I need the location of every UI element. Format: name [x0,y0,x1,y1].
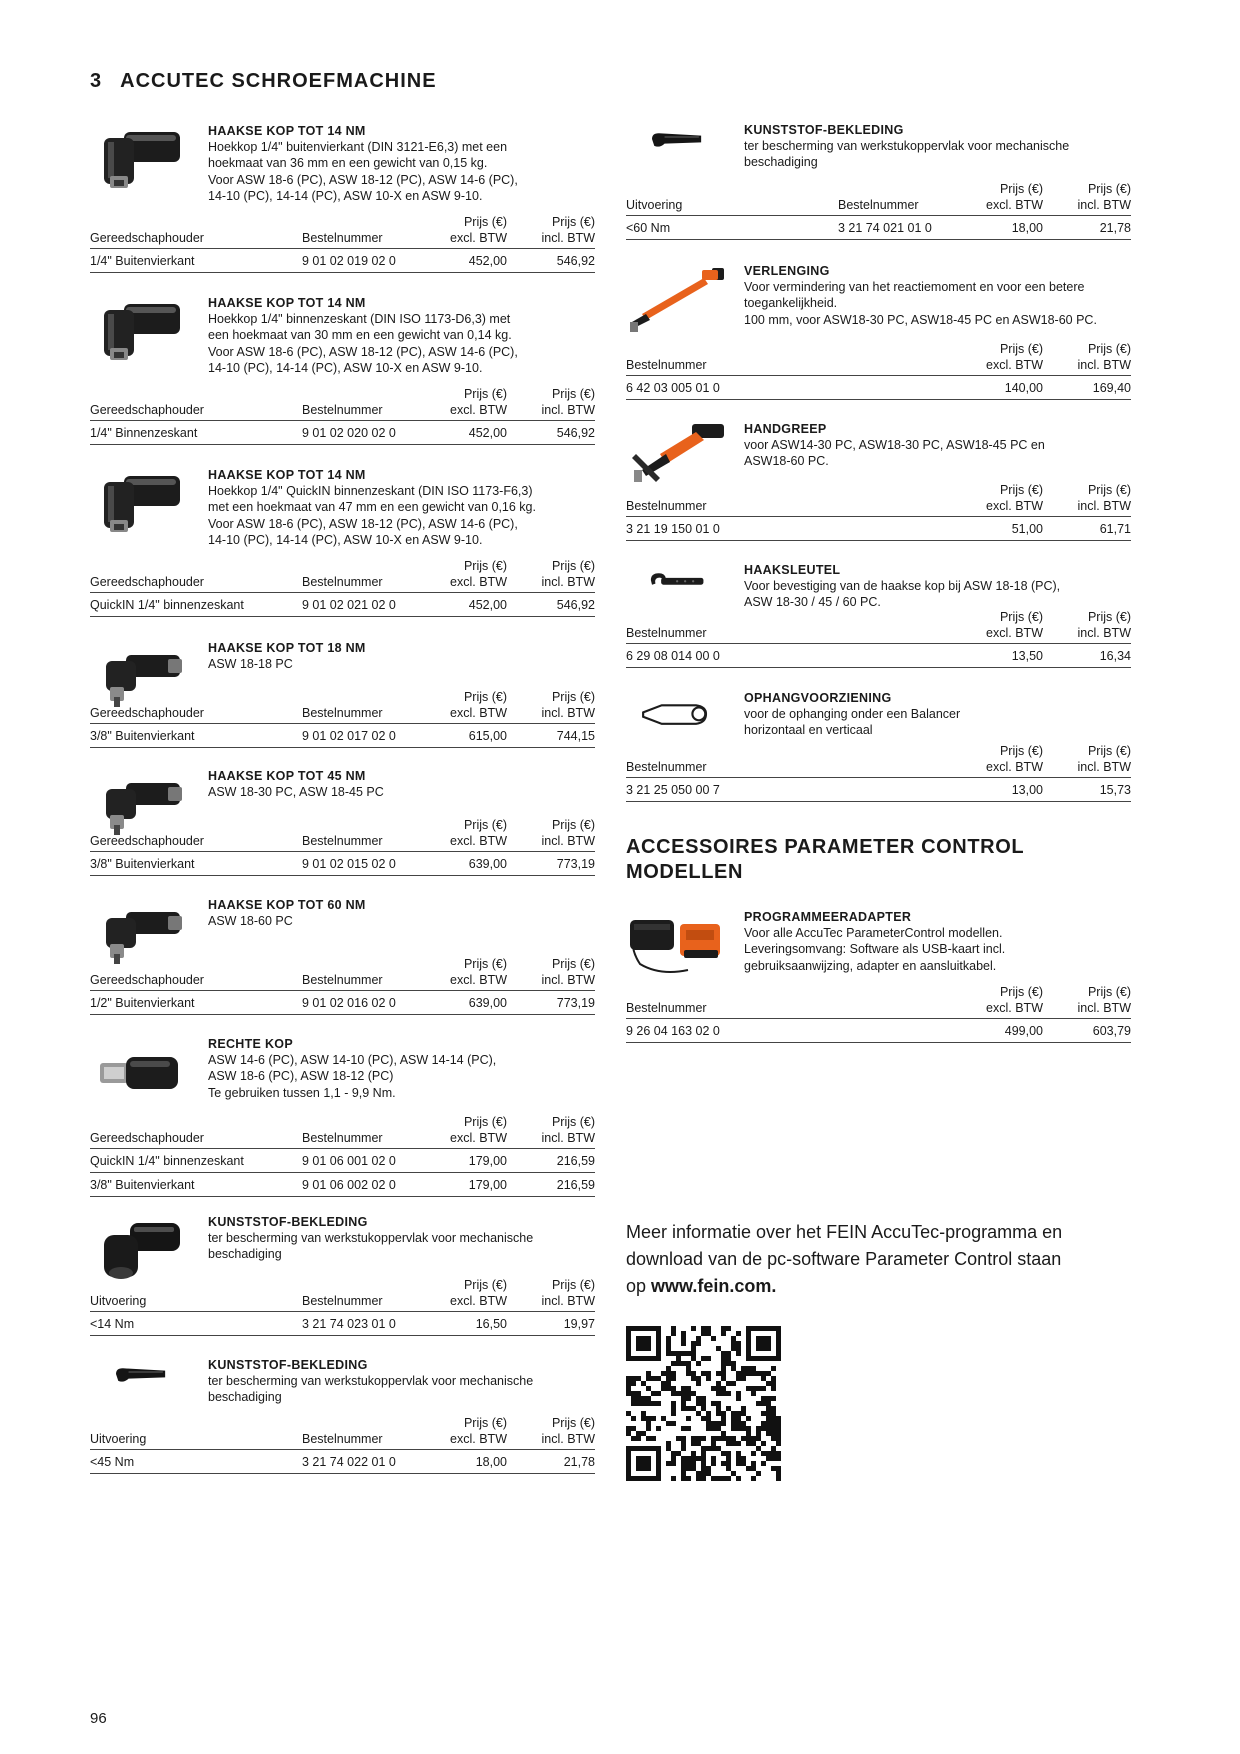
table-row: 9 26 04 163 02 0 499,00 603,79 [626,1019,1131,1043]
straight-head-icon [90,1037,190,1107]
product-title: HAAKSE KOP TOT 14 NM [208,296,366,310]
product-description: ter bescherming van werkstukoppervlak voor mechanische beschadiging [208,1374,534,1405]
table-row: 3 21 25 050 00 7 13,00 15,73 [626,778,1131,802]
product-description: Hoekkop 1/4" binnenzeskant (DIN ISO 1173-D6,3) met een hoekmaat van 30 mm en een gewicht van 0,14 kg. Voor ASW 18-6 (PC), ASW 18-12 (PC), ASW 14-6 (PC), 14-10 (PC), 14-14 (PC), ASW 10-X en ASW 9-10. [208,312,518,375]
product-description: ter bescherming van werkstukoppervlak voor mechanische beschadiging [744,139,1070,170]
product-description: Hoekkop 1/4" buitenvierkant (DIN 3121-E6,3) met een hoekmaat van 36 mm en een gewicht van 0,15 kg. Voor ASW 18-6 (PC), ASW 18-12 (PC), ASW 14-6 (PC), 14-10 (PC), 14-14 (PC), ASW 10-X en ASW 9-10. [208,140,518,203]
product-title: HAAKSE KOP TOT 14 NM [208,468,366,482]
product-title: VERLENGING [744,264,830,278]
product-description: ASW 18-18 PC [208,657,293,671]
price-table: Bestelnummer Prijs (€) excl. BTW Prijs (€) incl. BTW 9 26 04 163 02 0 499,00 603,79 [626,984,1131,1043]
angle-head-icon [90,296,190,366]
price-table: Uitvoering Bestelnummer Prijs (€) excl. BTW Prijs (€) incl. BTW <45 Nm 3 21 74 022 01 0 18,00 21,78 [90,1415,595,1474]
product-description: Hoekkop 1/4" QuickIN binnenzeskant (DIN ISO 1173-F6,3) met een hoekmaat van 47 mm en een gewicht van 0,16 kg. Voor ASW 18-6 (PC), ASW 18-12 (PC), ASW 14-6 (PC), 14-10 (PC), 14-14 (PC), ASW 10-X en ASW 9-10. [208,484,536,547]
product-description: voor ASW14-30 PC, ASW18-30 PC, ASW18-45 PC en ASW18-60 PC. [744,438,1045,469]
programming-adapter-icon [626,910,726,980]
plastic-cover-icon [90,1358,190,1398]
price-table: Gereedschaphouder Bestelnummer Prijs (€) excl. BTW Prijs (€) incl. BTW 1/2" Buitenvierkant 9 01 02 016 02 0 639,00 773,19 [90,956,595,1015]
product-title: PROGRAMMEERADAPTER [744,910,912,924]
table-row: 6 42 03 005 01 0 140,00 169,40 [626,376,1131,400]
table-row: 3/8" Buitenvierkant 9 01 02 017 02 0 615,00 744,15 [90,724,595,748]
plastic-cover-icon [90,1215,190,1285]
table-row: QuickIN 1/4" binnenzeskant 9 01 06 001 02 0 179,00 216,59 [90,1149,595,1173]
table-row: 1/4" Binnenzeskant 9 01 02 020 02 0 452,00 546,92 [90,421,595,445]
price-table: Bestelnummer Prijs (€) excl. BTW Prijs (€) incl. BTW 3 21 19 150 01 0 51,00 61,71 [626,482,1131,541]
info-text: Meer informatie over het FEIN AccuTec-programma en download van de pc-software Parameter Control staan op www.fein.com. [626,1222,1063,1296]
price-table: Gereedschaphouder Bestelnummer Prijs (€) excl. BTW Prijs (€) incl. BTW QuickIN 1/4" binnenzeskant 9 01 02 021 02 0 452,00 546,92 [90,558,595,617]
price-table: Gereedschaphouder Bestelnummer Prijs (€) excl. BTW Prijs (€) incl. BTW 1/4" Buitenvierkant 9 01 02 019 02 0 452,00 546,92 [90,214,595,273]
product-description: Voor alle AccuTec ParameterControl modellen. Leveringsomvang: Software als USB-kaart incl. gebruiksaanwijzing, adapter en aansluitkabel. [744,926,1006,973]
accessories-section-title: ACCESSOIRES PARAMETER CONTROL MODELLEN [626,836,1025,883]
price-table: Gereedschaphouder Bestelnummer Prijs (€) excl. BTW Prijs (€) incl. BTW QuickIN 1/4" binnenzeskant 9 01 06 001 02 0 179,00 216,59 3/8" Buitenvierkant 9 01 06 002 02 0 179,00 216,59 [90,1114,595,1197]
extension-icon [626,264,726,334]
suspension-icon [626,691,726,741]
angle-head-icon [90,124,190,194]
price-table: Bestelnummer Prijs (€) excl. BTW Prijs (€) incl. BTW 6 29 08 014 00 0 13,50 16,34 [626,609,1131,668]
angle-head-icon [90,468,190,538]
table-row: 1/4" Buitenvierkant 9 01 02 019 02 0 452,00 546,92 [90,249,595,273]
qr-code-icon[interactable] [626,1326,781,1481]
product-title: RECHTE KOP [208,1037,293,1051]
price-table: Bestelnummer Prijs (€) excl. BTW Prijs (€) incl. BTW 6 42 03 005 01 0 140,00 169,40 [626,341,1131,400]
product-title: OPHANGVOORZIENING [744,691,892,705]
page-number: 96 [90,1710,107,1727]
price-table: Bestelnummer Prijs (€) excl. BTW Prijs (€) incl. BTW 3 21 25 050 00 7 13,00 15,73 [626,743,1131,802]
table-row: 1/2" Buitenvierkant 9 01 02 016 02 0 639,00 773,19 [90,991,595,1015]
product-title: HAAKSLEUTEL [744,563,841,577]
section-title: ACCUTEC SCHROEFMACHINE [120,70,437,92]
product-title: HAAKSE KOP TOT 14 NM [208,124,366,138]
table-row: 3/8" Buitenvierkant 9 01 06 002 02 0 179,00 216,59 [90,1173,595,1197]
product-title: HAAKSE KOP TOT 45 NM [208,769,366,783]
product-description: voor de ophanging onder een Balancer horizontaal en verticaal [744,707,961,738]
product-title: HANDGREEP [744,422,827,436]
page-title [90,70,437,93]
product-title: HAAKSE KOP TOT 18 NM [208,641,366,655]
table-row: <60 Nm 3 21 74 021 01 0 18,00 21,78 [626,216,1131,240]
product-description: Voor vermindering van het reactiemoment en voor een betere toegankelijkheid. 100 mm, voor ASW18-30 PC, ASW18-45 PC en ASW18-60 PC. [744,280,1097,327]
price-table: Gereedschaphouder Bestelnummer Prijs (€) excl. BTW Prijs (€) incl. BTW 1/4" Binnenzeskant 9 01 02 020 02 0 452,00 546,92 [90,386,595,445]
product-description: ASW 18-30 PC, ASW 18-45 PC [208,785,384,799]
table-row: 6 29 08 014 00 0 13,50 16,34 [626,644,1131,668]
hook-wrench-icon [626,563,726,603]
section-number: 3 [90,70,103,92]
table-row: <14 Nm 3 21 74 023 01 0 16,50 19,97 [90,1312,595,1336]
price-table: Uitvoering Bestelnummer Prijs (€) excl. BTW Prijs (€) incl. BTW <60 Nm 3 21 74 021 01 0 18,00 21,78 [626,181,1131,240]
product-description: ter bescherming van werkstukoppervlak voor mechanische beschadiging [208,1231,534,1262]
product-title: KUNSTSTOF-BEKLEDING [744,123,904,137]
product-title: HAAKSE KOP TOT 60 NM [208,898,366,912]
website-link[interactable]: www.fein.com. [651,1276,777,1296]
product-description: Voor bevestiging van de haakse kop bij ASW 18-18 (PC), ASW 18-30 / 45 / 60 PC. [744,579,1061,610]
table-row: <45 Nm 3 21 74 022 01 0 18,00 21,78 [90,1450,595,1474]
table-row: 3 21 19 150 01 0 51,00 61,71 [626,517,1131,541]
table-row: QuickIN 1/4" binnenzeskant 9 01 02 021 02 0 452,00 546,92 [90,593,595,617]
product-title: KUNSTSTOF-BEKLEDING [208,1215,368,1229]
table-row: 3/8" Buitenvierkant 9 01 02 015 02 0 639,00 773,19 [90,852,595,876]
plastic-cover-icon [626,123,726,163]
price-table: Gereedschaphouder Bestelnummer Prijs (€) excl. BTW Prijs (€) incl. BTW 3/8" Buitenvierkant 9 01 02 015 02 0 639,00 773,19 [90,817,595,876]
price-table: Uitvoering Bestelnummer Prijs (€) excl. BTW Prijs (€) incl. BTW <14 Nm 3 21 74 023 01 0 16,50 19,97 [90,1277,595,1336]
product-description: ASW 14-6 (PC), ASW 14-10 (PC), ASW 14-14 (PC), ASW 18-6 (PC), ASW 18-12 (PC) Te gebruiken tussen 1,1 - 9,9 Nm. [208,1053,497,1100]
product-description: ASW 18-60 PC [208,914,293,928]
price-table: Gereedschaphouder Bestelnummer Prijs (€) excl. BTW Prijs (€) incl. BTW 3/8" Buitenvierkant 9 01 02 017 02 0 615,00 744,15 [90,689,595,748]
product-title: KUNSTSTOF-BEKLEDING [208,1358,368,1372]
